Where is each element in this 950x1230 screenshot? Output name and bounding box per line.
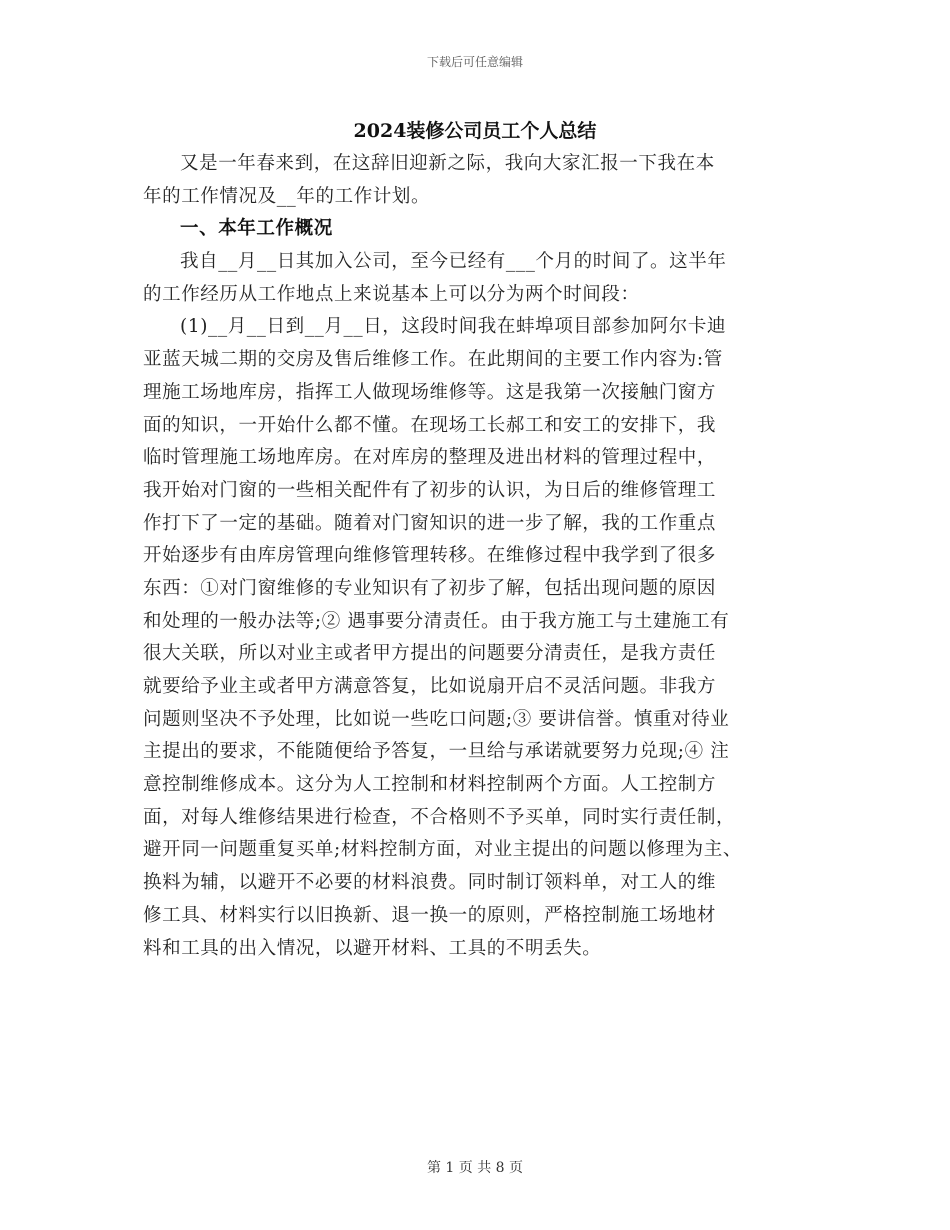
paragraph-line: 避开同一问题重复买单;材料控制方面，对业主提出的问题以修理为主、 bbox=[143, 839, 742, 861]
paragraph-line: 东西：①对门窗维修的专业知识有了初步了解，包括出现问题的原因 bbox=[143, 577, 717, 599]
paragraph-line: 作打下了一定的基础。随着对门窗知识的进一步了解，我的工作重点 bbox=[143, 512, 717, 534]
paragraph-line: 面，对每人维修结果进行检查，不合格则不予买单，同时实行责任制， bbox=[143, 806, 736, 828]
paragraph-line: 理施工场地库房，指挥工人做现场维修等。这是我第一次接触门窗方 bbox=[143, 381, 717, 403]
paragraph-line: 修工具、材料实行以旧换新、退一换一的原则，严格控制施工场地材 bbox=[143, 904, 717, 926]
paragraph-line: 我自__月__日其加入公司，至今已经有___个月的时间了。这半年 bbox=[180, 251, 727, 273]
paragraph-line: 问题则坚决不予处理，比如说一些吃口问题;③ 要讲信誉。慎重对待业 bbox=[143, 708, 730, 730]
page-header-note: 下载后可任意编辑 bbox=[426, 55, 523, 69]
paragraph-line: 和处理的一般办法等;② 遇事要分清责任。由于我方施工与土建施工有 bbox=[143, 610, 730, 632]
document-title: 2024装修公司员工个人总结 bbox=[353, 120, 597, 142]
paragraph-line: 又是一年春来到，在这辞旧迎新之际，我向大家汇报一下我在本 bbox=[180, 153, 715, 174]
paragraph-line: 开始逐步有由库房管理向维修管理转移。在维修过程中我学到了很多 bbox=[143, 545, 717, 567]
paragraph-line: 料和工具的出入情况，以避开材料、工具的不明丢失。 bbox=[143, 937, 602, 959]
paragraph-line: 意控制维修成本。这分为人工控制和材料控制两个方面。人工控制方 bbox=[143, 774, 717, 796]
paragraph-line: 很大关联，所以对业主或者甲方提出的问题要分清责任，是我方责任 bbox=[143, 643, 717, 665]
paragraph-line: 面的知识，一开始什么都不懂。在现场工长郝工和安工的安排下，我 bbox=[143, 414, 717, 436]
paragraph-line: (1)__月__日到__月__日，这段时间我在蚌埠项目部参加阿尔卡迪 bbox=[180, 316, 727, 338]
document-body bbox=[143, 148, 809, 965]
paragraph-line: 临时管理施工场地库房。在对库房的整理及进出材料的管理过程中， bbox=[143, 447, 717, 469]
paragraph-line: 我开始对门窗的一些相关配件有了初步的认识，为日后的维修管理工 bbox=[143, 479, 717, 501]
paragraph-line: 主提出的要求，不能随便给予答复，一旦给与承诺就要努力兑现;④ 注 bbox=[143, 741, 730, 763]
paragraph-line: 就要给予业主或者甲方满意答复，比如说扇开启不灵活问题。非我方 bbox=[143, 676, 717, 697]
paragraph-line: 的工作经历从工作地点上来说基本上可以分为两个时间段： bbox=[143, 283, 640, 305]
paragraph-line: 换料为辅，以避开不必要的材料浪费。同时制订领料单，对工人的维 bbox=[143, 872, 717, 894]
page-number-footer: 第 1 页 共 8 页 bbox=[426, 1160, 524, 1176]
section-heading: 一、本年工作概况 bbox=[180, 218, 333, 240]
paragraph-line: 年的工作情况及__年的工作计划。 bbox=[143, 185, 431, 207]
paragraph-line: 亚蓝天城二期的交房及售后维修工作。在此期间的主要工作内容为:管 bbox=[143, 349, 723, 371]
